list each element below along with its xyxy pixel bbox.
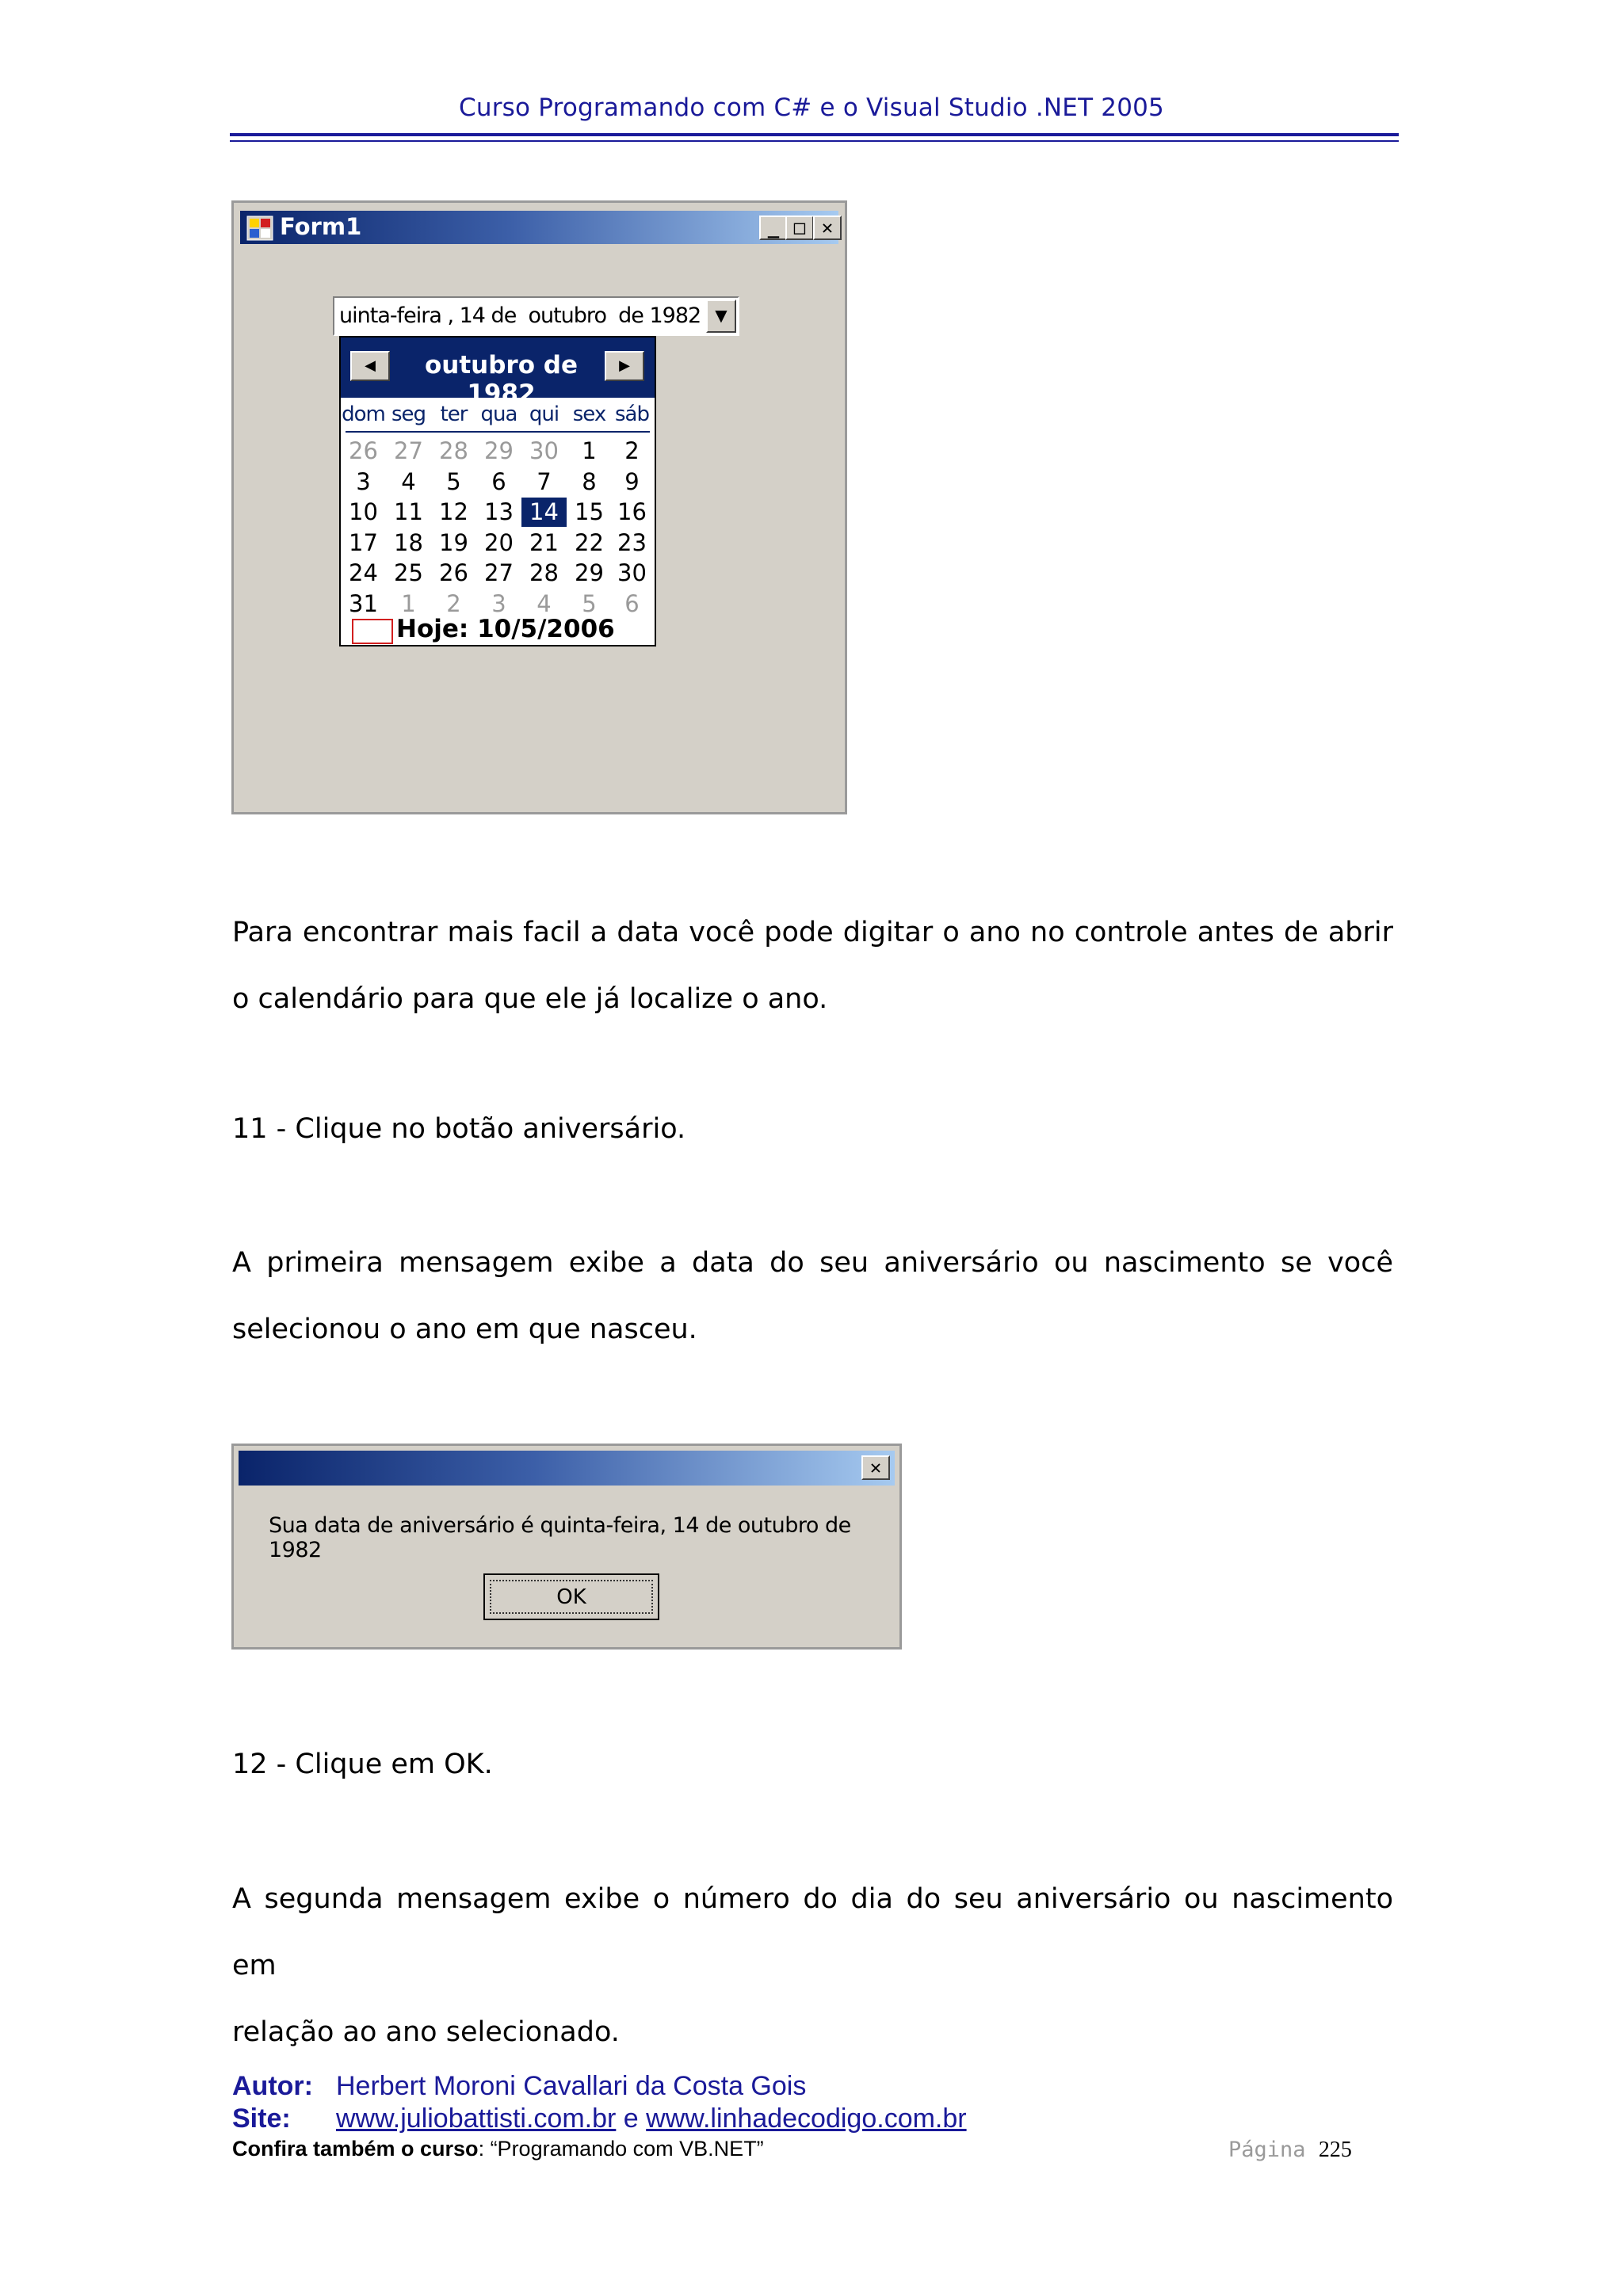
confira-label: Confira também o curso xyxy=(232,2137,479,2161)
message-box-window xyxy=(231,1444,902,1650)
calendar-day[interactable]: 1 xyxy=(401,589,416,617)
calendar-day[interactable]: 31 xyxy=(349,589,378,617)
weekday-label: dom xyxy=(342,402,385,426)
step-12: 12 - Clique em OK. xyxy=(232,1749,493,1780)
calendar-day[interactable]: 4 xyxy=(537,589,552,617)
close-button[interactable]: ✕ xyxy=(861,1455,890,1480)
calendar-day[interactable]: 2 xyxy=(624,437,640,464)
date-picker-value: uinta-feira , 14 de outubro de 1982 xyxy=(339,303,701,328)
calendar-day[interactable]: 28 xyxy=(439,437,468,464)
calendar-day[interactable]: 24 xyxy=(349,559,378,586)
step-11: 11 - Clique no botão aniversário. xyxy=(232,1113,686,1145)
calendar-popup xyxy=(339,336,656,646)
paragraph-first-message xyxy=(232,1230,1393,1363)
message-text: Sua data de aniversário é quinta-feira, 14 de outubro de 1982 xyxy=(269,1513,851,1562)
calendar-day[interactable]: 14 xyxy=(521,498,567,527)
site-separator: e xyxy=(623,2103,639,2134)
dropdown-arrow-icon[interactable]: ▼ xyxy=(706,299,736,333)
calendar-day[interactable]: 11 xyxy=(394,498,423,525)
weekday-label: ter xyxy=(440,402,468,426)
weekday-label: qui xyxy=(529,402,559,426)
calendar-day[interactable]: 25 xyxy=(394,559,423,586)
weekday-label: seg xyxy=(391,402,426,426)
calendar-day[interactable]: 30 xyxy=(617,559,647,586)
site-link-2[interactable]: www.linhadecodigo.com.br xyxy=(646,2103,967,2134)
calendar-month-title: outubro de 1982 xyxy=(424,351,579,408)
calendar-day[interactable]: 2 xyxy=(446,589,461,617)
paragraph-tip xyxy=(232,899,1393,1032)
form1-titlebar xyxy=(240,211,838,244)
calendar-day[interactable]: 27 xyxy=(394,437,423,464)
page-number xyxy=(1228,2138,1352,2163)
weekday-label: sex xyxy=(572,402,606,426)
site-link-1[interactable]: www.juliobattisti.com.br xyxy=(336,2103,617,2134)
calendar-day[interactable]: 17 xyxy=(349,528,378,556)
form1-window xyxy=(231,200,847,814)
calendar-day[interactable]: 13 xyxy=(484,498,514,525)
calendar-day[interactable]: 12 xyxy=(439,498,468,525)
calendar-day[interactable]: 26 xyxy=(349,437,378,464)
ok-button[interactable] xyxy=(483,1573,659,1620)
calendar-day[interactable]: 30 xyxy=(529,437,559,464)
today-link[interactable]: Hoje: 10/5/2006 xyxy=(396,615,615,643)
weekday-divider xyxy=(346,431,650,433)
calendar-day[interactable]: 5 xyxy=(582,589,597,617)
calendar-day[interactable]: 19 xyxy=(439,528,468,556)
calendar-day[interactable]: 22 xyxy=(575,528,604,556)
date-picker[interactable] xyxy=(333,296,739,336)
footer-site xyxy=(232,2103,967,2134)
prev-month-button[interactable]: ◀ xyxy=(350,351,390,381)
calendar-day[interactable]: 4 xyxy=(401,467,416,495)
calendar-day[interactable]: 27 xyxy=(484,559,514,586)
maximize-button[interactable]: □ xyxy=(785,215,814,240)
site-label: Site: xyxy=(232,2103,291,2134)
calendar-day[interactable]: 18 xyxy=(394,528,423,556)
next-month-button[interactable]: ▶ xyxy=(605,351,644,381)
calendar-day[interactable]: 15 xyxy=(575,498,604,525)
author-name: Herbert Moroni Cavallari da Costa Gois xyxy=(336,2071,807,2101)
today-marker xyxy=(352,619,393,644)
calendar-day[interactable]: 28 xyxy=(529,559,559,586)
weekday-header-row xyxy=(341,402,655,431)
ok-button-label: OK xyxy=(490,1580,653,1614)
text-line: o calendário para que ele já localize o ano. xyxy=(232,983,828,1015)
page-label: Página xyxy=(1228,2138,1306,2162)
author-label: Autor: xyxy=(232,2071,313,2101)
calendar-day[interactable]: 6 xyxy=(624,589,640,617)
footer-author xyxy=(232,2071,807,2102)
weekday-label: qua xyxy=(480,402,517,426)
text-line: selecionou o ano em que nasceu. xyxy=(232,1314,697,1345)
footer-confira xyxy=(232,2137,764,2161)
message-box-titlebar xyxy=(239,1451,895,1486)
close-button[interactable]: ✕ xyxy=(813,215,842,240)
page-number-value: 225 xyxy=(1318,2138,1352,2162)
text-line: relação ao ano selecionado. xyxy=(232,2016,620,2048)
text-line: A primeira mensagem exibe a data do seu aniversário ou nascimento se você xyxy=(232,1247,1393,1279)
calendar-day[interactable]: 9 xyxy=(624,467,640,495)
calendar-day[interactable]: 6 xyxy=(491,467,506,495)
calendar-day[interactable]: 8 xyxy=(582,467,597,495)
calendar-day[interactable]: 3 xyxy=(356,467,371,495)
calendar-day[interactable]: 10 xyxy=(349,498,378,525)
calendar-day[interactable]: 20 xyxy=(484,528,514,556)
text-line: Para encontrar mais facil a data você pode digitar o ano no controle antes de abrir xyxy=(232,917,1393,948)
calendar-day[interactable]: 29 xyxy=(484,437,514,464)
calendar-day[interactable]: 23 xyxy=(617,528,647,556)
text-line: A segunda mensagem exibe o número do dia do seu aniversário ou nascimento em xyxy=(232,1883,1393,1981)
form-app-icon xyxy=(246,215,273,241)
header-rule-thin xyxy=(230,140,1399,142)
calendar-day[interactable]: 5 xyxy=(446,467,461,495)
calendar-day[interactable]: 16 xyxy=(617,498,647,525)
form1-title: Form1 xyxy=(280,213,362,240)
calendar-header xyxy=(341,338,655,408)
page-header-title: Curso Programando com C# e o Visual Studio .NET 2005 xyxy=(459,93,1164,122)
calendar-day[interactable]: 29 xyxy=(575,559,604,586)
calendar-day[interactable]: 21 xyxy=(529,528,559,556)
header-rule-thick xyxy=(230,133,1399,136)
calendar-day[interactable]: 26 xyxy=(439,559,468,586)
calendar-day[interactable]: 3 xyxy=(491,589,506,617)
site-links xyxy=(336,2103,967,2134)
confira-value: : “Programando com VB.NET” xyxy=(478,2137,764,2161)
calendar-day[interactable]: 1 xyxy=(582,437,597,464)
minimize-button[interactable]: _ xyxy=(759,215,788,240)
weekday-label: sáb xyxy=(615,402,649,426)
paragraph-second-message xyxy=(232,1866,1393,2065)
calendar-day[interactable]: 7 xyxy=(537,467,552,495)
